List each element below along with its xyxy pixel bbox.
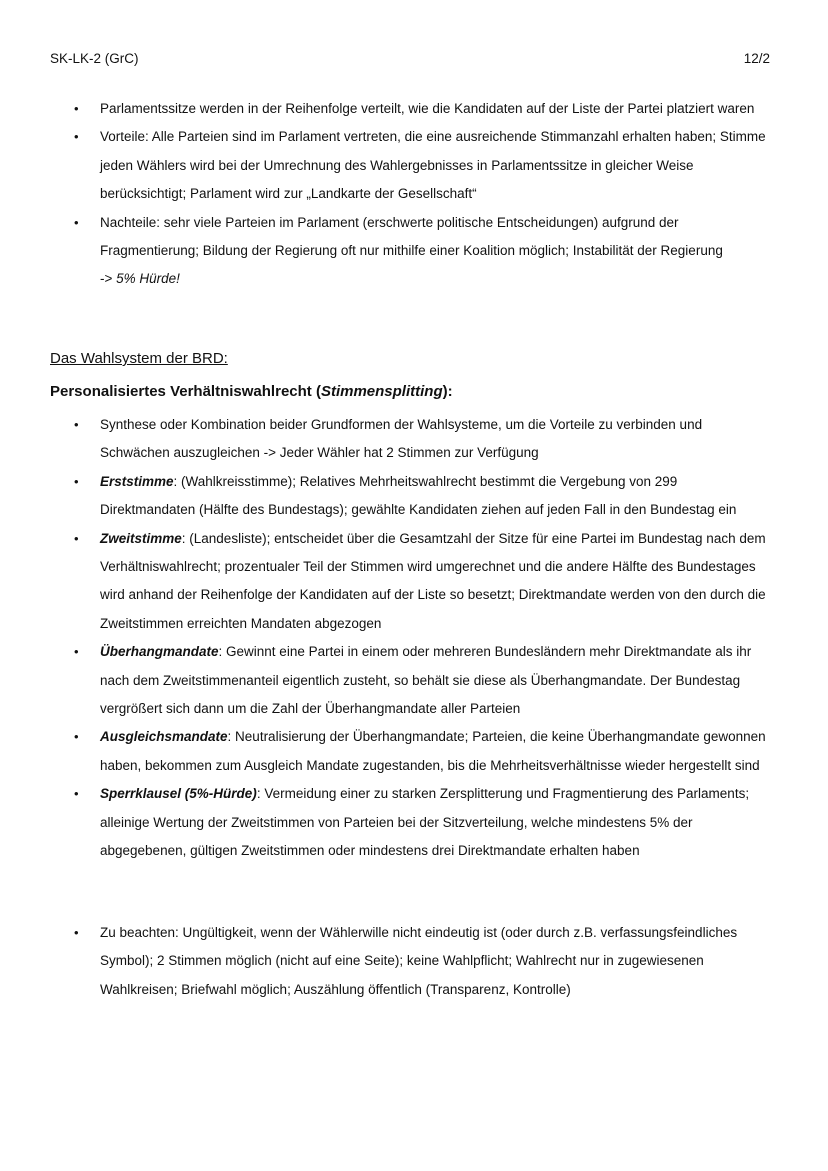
bullet-icon: • bbox=[74, 417, 79, 432]
list-item bbox=[0, 723, 770, 780]
list-item-text: Vorteile: Alle Parteien sind im Parlament vertreten, die eine ausreichende Stimmanzahl erhalten haben; Stimme jeden Wählers wird bei der Umrechnung des Wahlergebnisses in Parlamentssitze in gleicher Weise berücksichtigt; Parlament wird zur „Landkarte der Gesellschaft“ bbox=[100, 129, 766, 202]
list-item bbox=[0, 123, 770, 208]
bullet-icon: • bbox=[74, 101, 79, 116]
bullet-icon: • bbox=[74, 473, 79, 489]
section-title: Das Wahlsystem der BRD: bbox=[50, 350, 228, 367]
list-item bbox=[0, 411, 770, 468]
pr-system-list bbox=[0, 95, 828, 294]
list-item-text: : (Wahlkreisstimme); Relatives Mehrheitswahlrecht bestimmt die Vergebung von 299 Direktmandaten (Hälfte des Bundestags); gewählte Kandidaten ziehen auf jeden Fall in den Bundestag ein bbox=[100, 473, 737, 518]
list-item-text: : Vermeidung einer zu starken Zersplitterung und Fragmentierung des Parlaments; alleinige Wertung der Zweitstimmen von Parteien bei der Sitzverteilung, welche mindestens 5% der abgegebenen, gültigen Zweitstimmen oder mindestens drei Direktmandate erhalten haben bbox=[100, 786, 750, 859]
list-item-term: Ausgleichsmandate bbox=[100, 729, 228, 745]
subtitle-post: ): bbox=[442, 383, 453, 400]
bullet-icon: • bbox=[74, 925, 79, 940]
bullet-icon: • bbox=[74, 729, 79, 745]
bullet-icon: • bbox=[74, 644, 79, 660]
list-item-text: : Gewinnt eine Partei in einem oder mehreren Bundesländern mehr Direktmandate als ihr nach dem Zweitstimmenanteil eigentlich zusteht, so behält sie diese als Überhangmandate. Der Bundestag vergrößert sich dann um die Zahl der Überhangmandate aller Parteien bbox=[100, 644, 752, 717]
list-item-emphasis: 5% Hürde! bbox=[116, 271, 180, 287]
list-item-text: Parlamentssitze werden in der Reihenfolge verteilt, wie die Kandidaten auf der Liste der Partei platziert waren bbox=[100, 101, 755, 116]
list-item bbox=[0, 919, 770, 1004]
list-item bbox=[0, 209, 770, 294]
list-item bbox=[0, 780, 770, 865]
list-item-term: Überhangmandate bbox=[100, 644, 219, 660]
subtitle-pre: Personalisiertes Verhältniswahlrecht ( bbox=[50, 383, 321, 400]
section-subtitle bbox=[50, 381, 453, 403]
header-page-number: 12/2 bbox=[743, 51, 770, 66]
list-item-term: Sperrklausel (5%-Hürde) bbox=[100, 786, 257, 802]
list-item bbox=[0, 468, 770, 525]
notes-list bbox=[0, 919, 828, 1004]
header-course-code: SK-LK-2 (GrC) bbox=[50, 51, 139, 66]
list-item bbox=[0, 638, 770, 723]
list-item-text: Zu beachten: Ungültigkeit, wenn der Wählerwille nicht eindeutig ist (oder durch z.B. verfassungsfeindliches Symbol); 2 Stimmen möglich (nicht auf eine Seite); keine Wahlpflicht; Wahlrecht nur in zugewiesenen Wahlkreisen; Briefwahl möglich; Auszählung öffentlich (Transparenz, Kontrolle) bbox=[100, 925, 738, 997]
list-item-term: Erststimme bbox=[100, 473, 174, 489]
list-item bbox=[0, 95, 770, 123]
bullet-icon: • bbox=[74, 786, 79, 802]
list-item-text: Synthese oder Kombination beider Grundformen der Wahlsysteme, um die Vorteile zu verbinden und Schwächen auszugleichen -> Jeder Wähler hat 2 Stimmen zur Verfügung bbox=[100, 417, 703, 461]
brd-system-list bbox=[0, 411, 828, 866]
list-item-text: Nachteile: sehr viele Parteien im Parlament (erschwerte politische Entscheidungen) aufgrund der Fragmentierung; Bildung der Regierung oft nur mithilfe einer Koalition möglich; Instabilität der Regierung bbox=[100, 214, 723, 259]
bullet-icon: • bbox=[74, 530, 79, 546]
list-item bbox=[0, 525, 770, 639]
list-item-term: Zweitstimme bbox=[100, 530, 182, 546]
list-item-text: : Neutralisierung der Überhangmandate; Parteien, die keine Überhangmandate gewonnen haben, bekommen zum Ausgleich Mandate zugestanden, bis die Mehrheitsverhältnisse wieder hergestellt sind bbox=[100, 729, 766, 773]
list-item-arrow: -> bbox=[100, 271, 117, 287]
list-item-text: : (Landesliste); entscheidet über die Gesamtzahl der Sitze für eine Partei im Bundestag nach dem Verhältniswahlrecht; prozentualer Teil der Stimmen wird umgerechnet und die andere Hälfte des Bundestages wird anhand der Reihenfolge der Kandidaten auf der Liste so besetzt; Direktmandate werden von den durch die Zweitstimmen erreichten Mandaten abgezogen bbox=[100, 530, 766, 631]
bullet-icon: • bbox=[74, 129, 79, 145]
subtitle-italic: Stimmensplitting bbox=[320, 383, 443, 400]
bullet-icon: • bbox=[74, 214, 79, 230]
